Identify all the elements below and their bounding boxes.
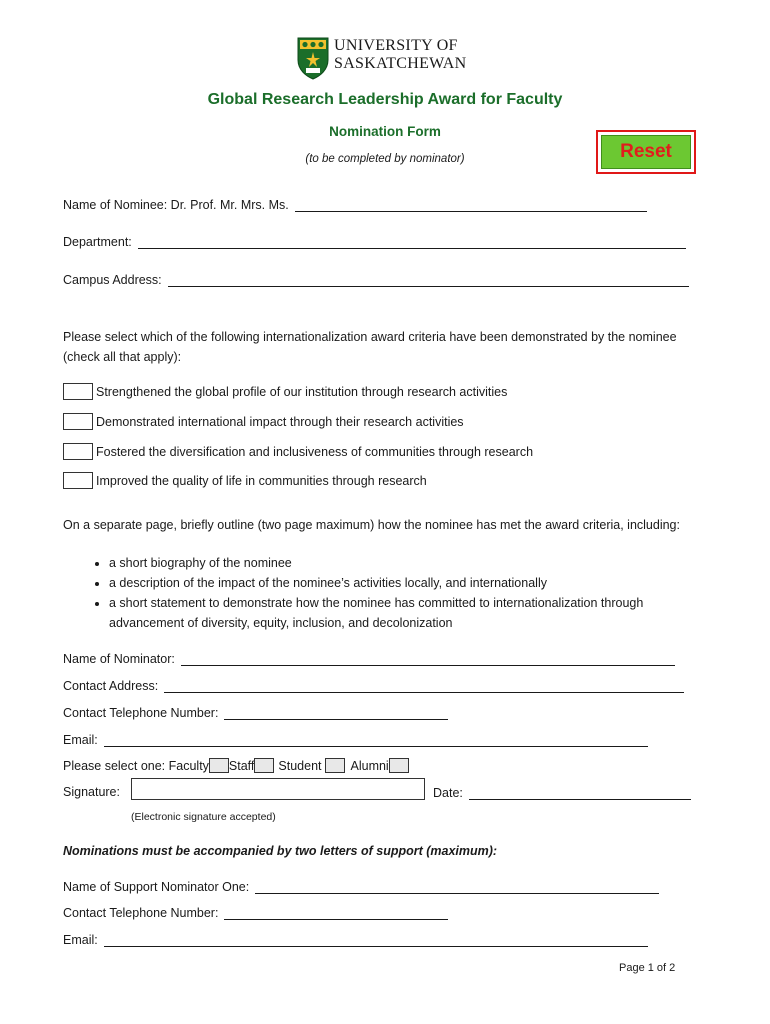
contact-address-label: Contact Address: — [63, 679, 159, 693]
date-field[interactable] — [469, 785, 691, 800]
nominator-name-field[interactable] — [181, 651, 675, 666]
date-row — [433, 785, 691, 800]
support-phone-field[interactable] — [224, 905, 448, 920]
university-logo — [296, 36, 476, 80]
email-field[interactable] — [104, 732, 648, 747]
support-name-field[interactable] — [255, 879, 659, 894]
contact-phone-row — [63, 705, 448, 720]
department-field[interactable] — [138, 234, 686, 249]
email-row — [63, 732, 648, 747]
contact-phone-label: Contact Telephone Number: — [63, 706, 219, 720]
logo-line1: UNIVERSITY OF — [334, 37, 458, 54]
department-row — [63, 234, 686, 249]
signature-label-row — [63, 785, 120, 799]
shield-icon — [296, 36, 330, 80]
completion-note: (to be completed by nominator) — [305, 153, 465, 165]
nominee-name-label: Name of Nominee: Dr. Prof. Mr. Mrs. Ms. — [63, 198, 289, 212]
criteria-checkbox-2[interactable] — [63, 413, 93, 430]
criteria-label-2: Demonstrated international impact through their research activities — [96, 414, 464, 429]
role-select-row — [63, 758, 409, 773]
contact-address-row — [63, 678, 684, 693]
criteria-checkbox-1[interactable] — [63, 383, 93, 400]
logo-text — [334, 37, 484, 73]
campus-address-label: Campus Address: — [63, 273, 162, 287]
contact-phone-field[interactable] — [224, 705, 448, 720]
criteria-item — [63, 383, 507, 400]
criteria-intro: Please select which of the following internationalization award criteria have been demonstrated by the nominee (check all that apply): — [63, 330, 677, 364]
outline-bullets — [63, 553, 713, 633]
signature-field[interactable] — [131, 778, 425, 800]
faculty-checkbox[interactable] — [209, 758, 229, 773]
nominee-name-field[interactable] — [295, 197, 647, 212]
support-name-row — [63, 879, 659, 894]
campus-address-row — [63, 272, 689, 287]
nominee-name-row — [63, 197, 647, 212]
criteria-item — [63, 472, 427, 489]
support-email-field[interactable] — [104, 932, 648, 947]
alumni-checkbox[interactable] — [389, 758, 409, 773]
page-number: Page 1 of 2 — [619, 962, 676, 974]
nominator-name-label: Name of Nominator: — [63, 652, 175, 666]
student-label: Student — [278, 758, 322, 773]
page-title: Global Research Leadership Award for Faculty — [207, 91, 563, 108]
logo-line2: SASKATCHEWAN — [334, 55, 467, 72]
alumni-label: Alumni — [350, 758, 389, 773]
criteria-checkbox-3[interactable] — [63, 443, 93, 460]
reset-button-frame — [596, 130, 696, 174]
support-name-label: Name of Support Nominator One: — [63, 880, 250, 894]
support-phone-row — [63, 905, 448, 920]
criteria-checkbox-4[interactable] — [63, 472, 93, 489]
campus-address-field[interactable] — [168, 272, 689, 287]
form-subtitle: Nomination Form — [329, 124, 441, 139]
outline-bullet-3: • a short statement to demonstrate how the nominee has committed to internationalization through advancement of diversity, equity, inclusion, and decolonization — [109, 593, 713, 633]
support-phone-label: Contact Telephone Number: — [63, 906, 219, 920]
criteria-label-4: Improved the quality of life in communities through research — [96, 473, 427, 488]
nominator-name-row — [63, 651, 675, 666]
signature-label: Signature: — [63, 785, 120, 799]
role-select-label: Please select one: Faculty — [63, 758, 209, 773]
support-heading: Nominations must be accompanied by two letters of support (maximum): — [63, 844, 498, 858]
contact-address-field[interactable] — [164, 678, 684, 693]
criteria-label-3: Fostered the diversification and inclusiveness of communities through research — [96, 444, 534, 459]
reset-button[interactable]: Reset — [601, 135, 691, 169]
staff-label: Staff — [228, 758, 255, 773]
department-label: Department: — [63, 235, 132, 249]
support-email-row — [63, 932, 648, 947]
criteria-item — [63, 413, 464, 430]
criteria-item — [63, 443, 533, 460]
support-email-label: Email: — [63, 933, 98, 947]
student-checkbox[interactable] — [325, 758, 345, 773]
outline-bullet-2: • a description of the impact of the nominee’s activities locally, and internationally — [109, 573, 713, 593]
outline-bullet-1: • a short biography of the nominee — [109, 553, 713, 573]
email-label: Email: — [63, 733, 98, 747]
criteria-label-1: Strengthened the global profile of our institution through research activities — [96, 384, 508, 399]
date-label: Date: — [433, 786, 463, 800]
esign-note: (Electronic signature accepted) — [131, 811, 276, 823]
staff-checkbox[interactable] — [254, 758, 274, 773]
outline-intro: On a separate page, briefly outline (two page maximum) how the nominee has met the award criteria, including: — [63, 518, 680, 532]
